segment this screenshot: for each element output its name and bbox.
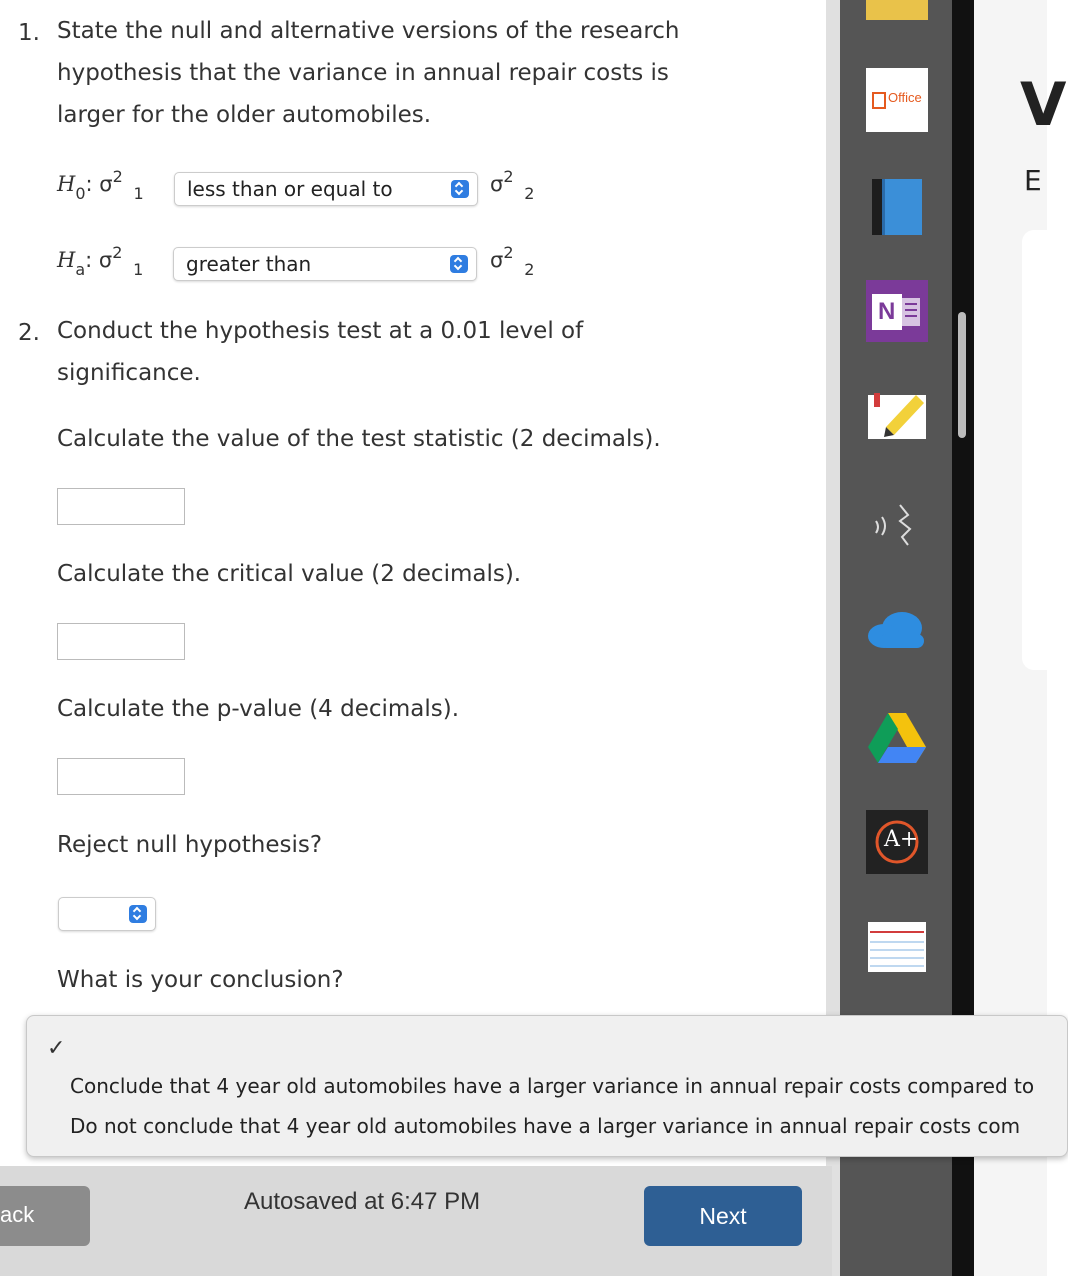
conclusion-option-2[interactable]: Do not conclude that 4 year old automobiles have a larger variance in annual repair costs com [70, 1114, 1021, 1138]
ha-sup-2: 2 [503, 243, 514, 262]
book-icon [866, 175, 928, 237]
null-hypothesis [57, 167, 144, 203]
h0-sub: 0 [75, 184, 86, 203]
check-icon: ✓ [47, 1036, 66, 1061]
background-subheading: E [1024, 164, 1042, 197]
background-heading: V [1020, 70, 1067, 140]
top-partial-icon[interactable] [866, 0, 928, 20]
h0-letter: H [57, 172, 76, 196]
ha-group-2: 2 [524, 260, 535, 279]
index-cards-app-icon[interactable] [866, 918, 928, 980]
office-app-icon[interactable] [866, 68, 928, 132]
h0-sup-2: 2 [503, 167, 514, 186]
question-1-number: 1. [18, 20, 40, 46]
critical-value-input[interactable] [57, 623, 185, 660]
book-app-icon[interactable] [866, 175, 928, 237]
test-statistic-input[interactable] [57, 488, 185, 525]
ha-group-1: 1 [133, 260, 144, 279]
p-value-label: Calculate the p-value (4 decimals). [57, 696, 460, 722]
question-1-line-1: State the null and alternative versions of the research [57, 18, 680, 44]
office-logo-icon [872, 92, 886, 109]
highlighter-icon [866, 385, 928, 447]
ha-sigma-2: σ [490, 248, 504, 272]
ha-colon: : [85, 248, 93, 272]
alternative-hypothesis [57, 243, 144, 279]
h0-sigma-2: σ [490, 172, 504, 196]
h0-rhs [490, 167, 535, 203]
ha-letter: H [57, 248, 76, 272]
conclusion-option-1[interactable]: Conclude that 4 year old automobiles have a larger variance in annual repair costs compared to [70, 1074, 1035, 1098]
question-2-number: 2. [18, 320, 40, 346]
index-card-icon [866, 918, 928, 980]
h0-group-2: 2 [524, 184, 535, 203]
ha-sub: a [75, 260, 86, 279]
reject-null-label: Reject null hypothesis? [57, 832, 323, 858]
reject-null-select[interactable] [58, 897, 156, 931]
test-statistic-label: Calculate the value of the test statistic (2 decimals). [57, 426, 661, 452]
conclusion-dropdown-menu [26, 1015, 1068, 1157]
cloud-icon [866, 600, 928, 662]
conclusion-label: What is your conclusion? [57, 967, 344, 993]
p-value-input[interactable] [57, 758, 185, 795]
ha-relation-value: greater than [186, 252, 312, 276]
onenote-app-icon[interactable] [866, 280, 928, 342]
ha-sigma-1: σ [98, 248, 113, 272]
ha-relation-select[interactable] [173, 247, 477, 281]
question-1-line-2: hypothesis that the variance in annual repair costs is [57, 60, 669, 86]
question-2-line-1: Conduct the hypothesis test at a 0.01 level of [57, 318, 584, 344]
chevron-updown-icon [451, 180, 469, 198]
h0-group-1: 1 [133, 184, 144, 203]
google-drive-icon [866, 705, 928, 767]
next-button[interactable]: Next [644, 1186, 802, 1246]
read-aloud-app-icon[interactable] [866, 495, 928, 557]
onenote-letter: N [878, 298, 896, 325]
h0-relation-select[interactable] [174, 172, 478, 206]
onedrive-app-icon[interactable] [866, 600, 928, 662]
chevron-updown-icon [129, 905, 147, 923]
chevron-updown-icon [450, 255, 468, 273]
question-2-line-2: significance. [57, 360, 201, 386]
h0-sup-1: 2 [112, 167, 123, 186]
office-label: Office [888, 90, 922, 105]
back-button[interactable] [0, 1186, 90, 1246]
back-label: ack [0, 1202, 35, 1227]
ha-rhs [490, 243, 535, 279]
scrollbar-thumb[interactable] [958, 312, 966, 438]
background-card [1022, 230, 1062, 670]
grade-label: A+ [884, 827, 919, 852]
speech-icon [866, 495, 928, 557]
onenote-icon [866, 280, 928, 342]
h0-sigma-1: σ [99, 172, 113, 196]
critical-value-label: Calculate the critical value (2 decimals). [57, 561, 522, 587]
h0-colon: : [85, 172, 93, 196]
autosave-status: Autosaved at 6:47 PM [244, 1188, 481, 1215]
google-drive-app-icon[interactable] [866, 705, 928, 767]
grades-app-icon[interactable] [866, 810, 928, 874]
highlighter-app-icon[interactable] [866, 385, 928, 447]
ha-sup-1: 2 [112, 243, 123, 262]
h0-relation-value: less than or equal to [187, 177, 393, 201]
question-1-line-3: larger for the older automobiles. [57, 102, 432, 128]
